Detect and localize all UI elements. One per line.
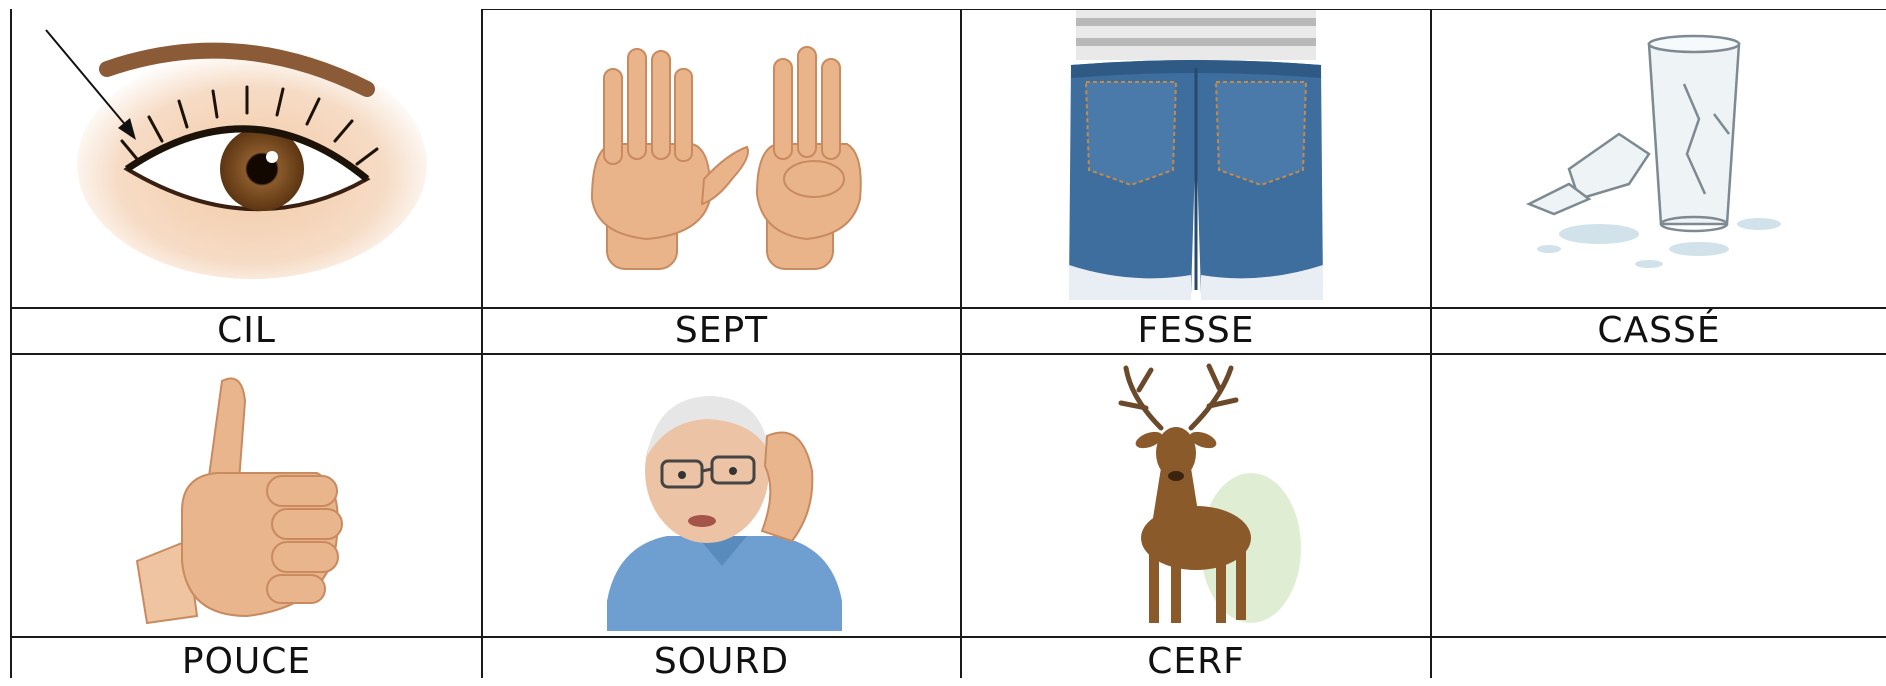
thumb-up-icon [127,361,367,631]
deer-icon [1091,358,1301,633]
word-label-pouce: POUCE [181,641,312,682]
word-label-cerf: CERF [1147,641,1245,682]
jeans-icon [1061,10,1331,307]
picture-broken-glass [1432,10,1886,307]
old-man-icon [587,361,857,631]
picture-hands [483,10,960,307]
arrow-icon [40,24,150,154]
word-label-empty [1432,638,1886,686]
hands-icon [552,29,892,289]
picture-old-man [483,355,960,636]
broken-glass-icon [1509,24,1809,294]
picture-jeans [962,10,1430,307]
word-label-casse: CASSÉ [1597,310,1721,351]
picture-empty [1432,355,1886,636]
picture-deer [962,355,1430,636]
word-label-cil: CIL [217,310,276,351]
word-label-fesse: FESSE [1137,310,1255,351]
picture-thumb-up [12,355,481,636]
word-label-sept: SEPT [674,310,769,351]
word-label-sourd: SOURD [653,641,790,682]
